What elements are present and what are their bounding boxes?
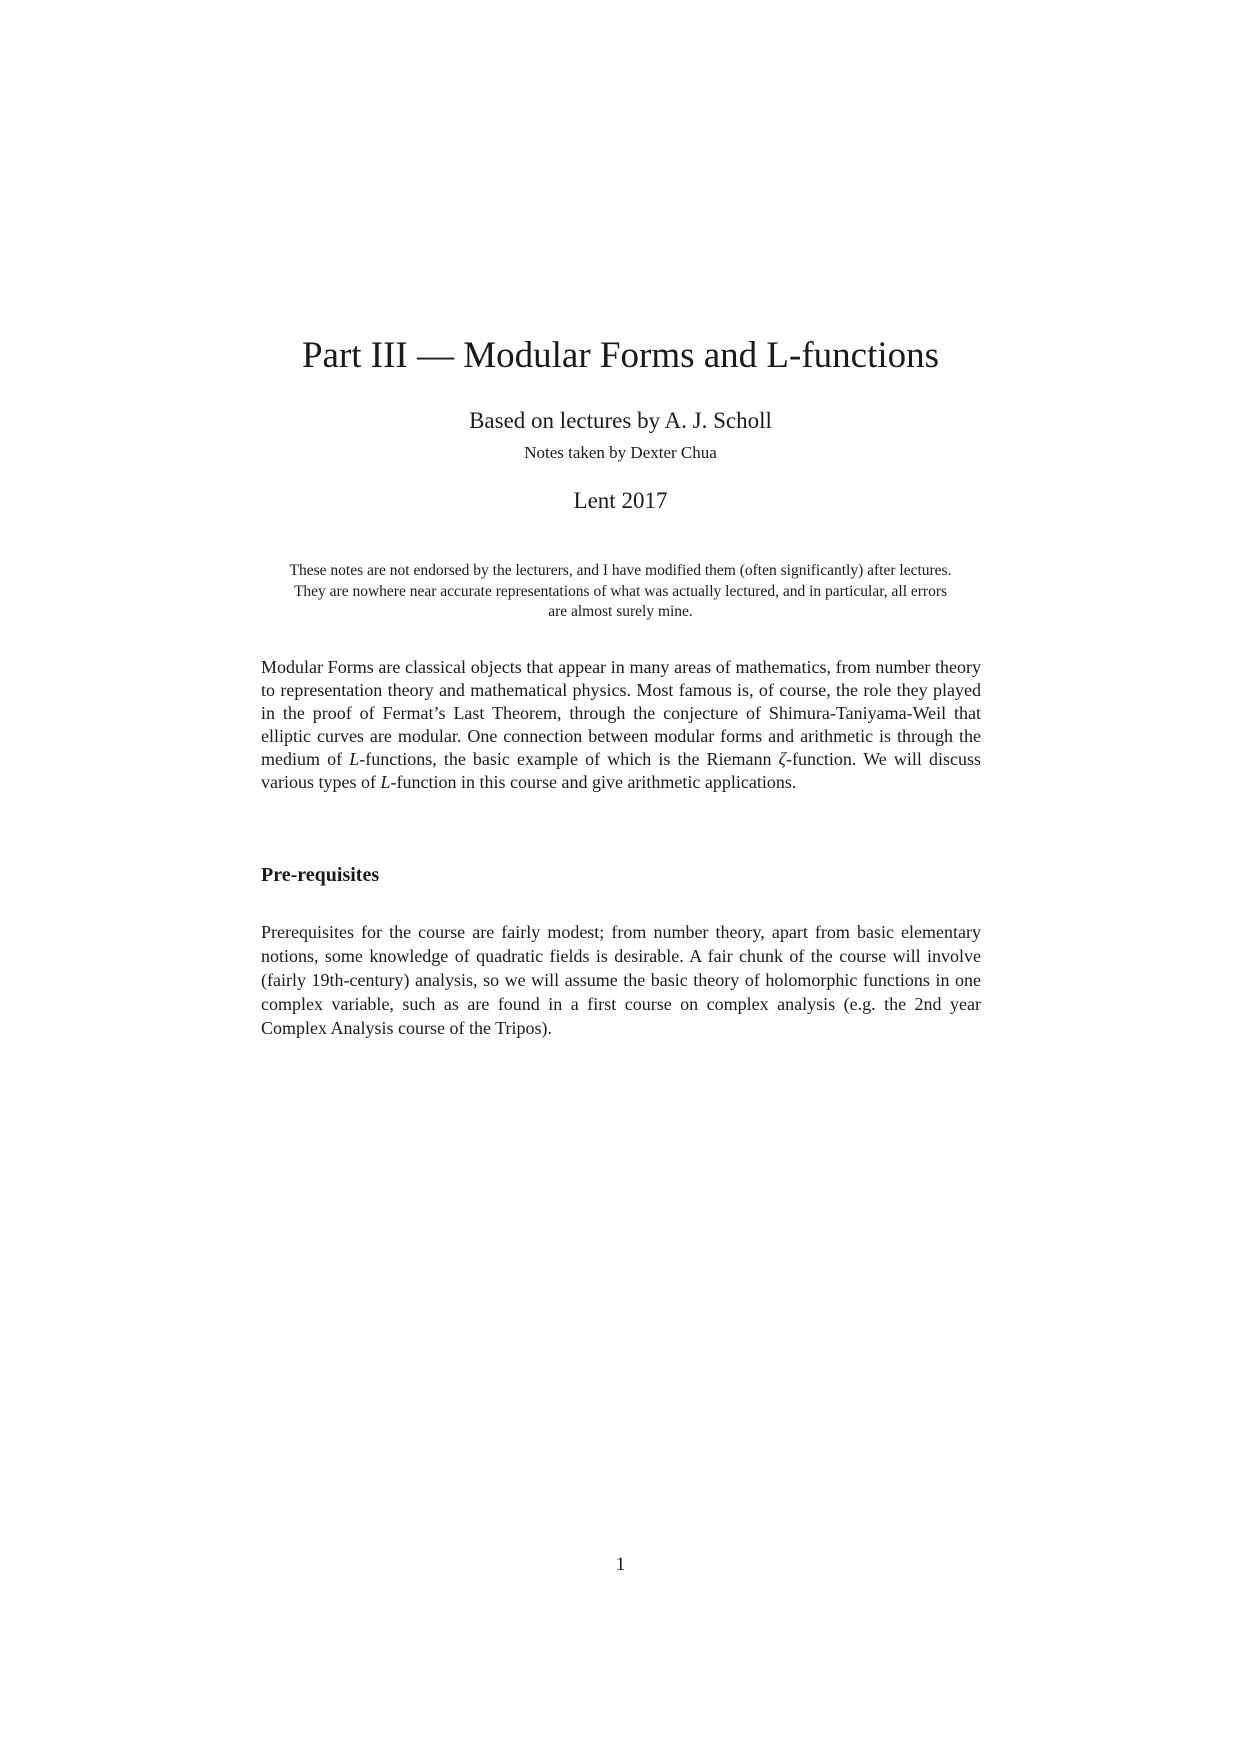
math-L-2: L: [380, 772, 391, 792]
abstract-text-1: Modular Forms are classical objects that appear in many areas of mathematics, from number theory to representation theory and mathematical physics. Most famous is, of course, the role they played in the proof of Fermat’s Last Theorem, through the conjecture of Shimura-Taniyama-Weil that elliptic curves are modular. One connection between modular forms and arithmetic is through the medium of: [261, 657, 981, 769]
abstract-text-4: -function in this course and give arithmetic applications.: [390, 772, 797, 792]
notes-author-line: Notes taken by Dexter Chua: [524, 443, 717, 462]
prerequisites-heading: Pre-requisites: [261, 864, 380, 886]
math-L-1: L: [349, 749, 360, 769]
disclaimer-text: These notes are not endorsed by the lecturers, and I have modified them (often significantly) after lectures. They are nowhere near accurate representations of what was actually lectured, and in particular, all errors are almost surely mine.: [289, 562, 952, 620]
document-title: Part III — Modular Forms and L-functions: [301, 335, 940, 376]
prerequisites-paragraph: Prerequisites for the course are fairly modest; from number theory, apart from basic elementary notions, some knowledge of quadratic fields is desirable. A fair chunk of the course will involve (fairly 19th-century) analysis, so we will assume the basic theory of holomorphic functions in one complex variable, such as are found in a first course on complex analysis (e.g. the 2nd year Complex Analysis course of the Tripos).: [261, 922, 981, 1038]
page-number: 1: [615, 1554, 626, 1575]
lecturer-line: Based on lectures by A. J. Scholl: [469, 408, 772, 433]
abstract-paragraph: [261, 656, 981, 794]
term-date: Lent 2017: [573, 488, 668, 513]
math-zeta: ζ: [778, 749, 786, 769]
abstract-text-2: -functions, the basic example of which is the Riemann: [359, 749, 779, 769]
abstract-text-3: -function. We will discuss various types of: [261, 749, 981, 792]
